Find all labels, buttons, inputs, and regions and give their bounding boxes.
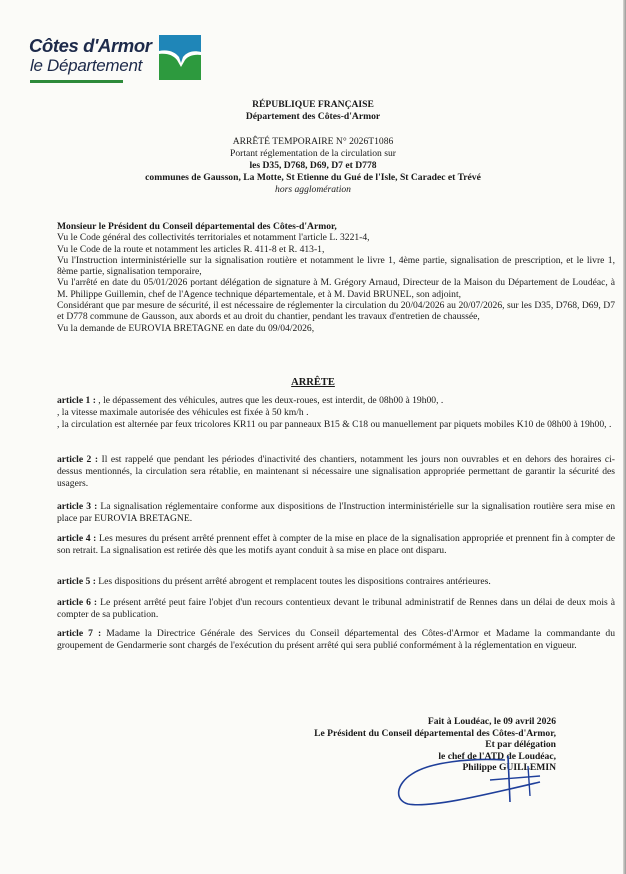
logo-underline [30, 80, 123, 83]
article-text: , la vitesse maximale autorisée des véhicules est fixée à 50 km/h . [57, 407, 309, 419]
article-text: Les mesures du présent arrêté prennent effet à compter de la mise en place de la signalisation appropriée et prennent fin à compter de son retrait. La signalisation est retirée dès que les motifs ayant conduit à sa mise en place ont disparu. [57, 533, 615, 557]
republic-heading: RÉPUBLIQUE FRANÇAISE [252, 99, 374, 110]
article-label: article 3 : [57, 501, 98, 512]
logo-line1: Côtes d'Armor [29, 35, 152, 56]
article-2 [57, 454, 615, 491]
signatory-role: le chef de l'ATD de Loudéac, [438, 750, 556, 762]
handwritten-signature-icon [390, 752, 550, 808]
preamble [57, 221, 615, 334]
department-heading: Département des Côtes-d'Armor [245, 111, 381, 122]
article-label: article 6 : [57, 597, 98, 608]
article-4 [57, 533, 615, 557]
article-6 [57, 597, 615, 621]
consideration: Vu le Code de la route et notamment les articles R. 411-8 et R. 413-1, [57, 243, 325, 255]
article-7 [57, 628, 615, 652]
signatory-title: Le Président du Conseil départemental des Côtes-d'Armor, [314, 727, 556, 739]
decree-roads: les D35, D768, D69, D7 et D778 [249, 160, 377, 171]
article-text: La signalisation réglementaire conforme aux dispositions de l'Instruction interministérielle sur la signalisation routière sera mise en place par EUROVIA BRETAGNE. [57, 501, 616, 525]
article-label: article 4 : [57, 533, 97, 544]
article-text: , le dépassement des véhicules, autres que les deux-roues, est interdit, de 08h00 à 19h00, . [95, 395, 444, 406]
article-label: article 5 : [57, 576, 96, 587]
article-text: , la circulation est alternée par feux tricolores KR11 ou par panneaux B15 & C18 ou manuellement par piquets mobiles K10 de 08h00 à 19h00, . [57, 419, 612, 431]
article-1 [57, 395, 615, 432]
consideration: Vu la demande de EUROVIA BRETAGNE en date du 09/04/2026, [57, 322, 315, 334]
article-5 [57, 576, 615, 588]
decree-subject: Portant réglementation de la circulation sur [230, 148, 396, 159]
decree-communes: communes de Gausson, La Motte, St Etienne du Gué de l'Isle, St Caradec et Trévé [145, 172, 481, 183]
article-text: Il est rappelé que pendant les périodes d'inactivité des chantiers, notamment les jours non ouvrables et en dehors des horaires ci-dessus mentionnés, la circulation sera rétablie, en maintenant si nécessaire une signalisation appropriée permettant de garantir la sécurité des usagers. [57, 454, 615, 490]
cotes-darmor-logo [29, 35, 179, 85]
article-label: article 7 : [57, 628, 102, 639]
signatory-name: Philippe GUILLEMIN [462, 762, 556, 774]
preamble-authority: Monsieur le Président du Conseil départemental des Côtes-d'Armor, [57, 221, 337, 232]
article-text: Madame la Directrice Générale des Services du Conseil départemental des Côtes-d'Armor et Madame la commandante du groupement de Gendarmerie sont chargés de l'exécution du présent arrêté qui sera publié conformément à la réglementation en vigueur. [57, 628, 615, 652]
article-text: Les dispositions du présent arrêté abrogent et remplacent toutes les dispositions contraires antérieures. [95, 576, 491, 587]
consideration: Vu le Code général des collectivités territoriales et notamment l'article L. 3221-4, [57, 232, 370, 244]
consideration: Vu l'Instruction interministérielle sur la signalisation routière et notamment le livre 1, 4ème partie, signalisation de prescription, et le livre 1, 8ème partie, signalisation temporaire, [57, 254, 615, 278]
consideration: Considérant que par mesure de sécurité, il est nécessaire de réglementer la circulation du 20/04/2026 au 20/07/2026, sur les D35, D768, D69, D7 et D778 commune de Gausson, aux abords et au droit du chantier, pendant les travaux d'entretien de chaussée, [57, 300, 615, 323]
delegation-line: Et par délégation [485, 739, 556, 751]
article-text: Le présent arrêté peut faire l'objet d'un recours contentieux devant le tribunal administratif de Rennes dans un délai de deux mois à compter de sa publication. [57, 597, 615, 621]
arrete-title: ARRÊTE [291, 377, 335, 388]
decree-zone: hors agglomération [275, 184, 351, 195]
article-label: article 1 : [57, 395, 96, 406]
consideration: Vu l'arrêté en date du 05/01/2026 portant délégation de signature à M. Grégory Arnaud, Directeur de la Maison du Département de Loudéac, à M. Philippe Guillemin, chef de l'Agence technique départementale, et à M. David BRUNEL, son adjoint, [57, 277, 615, 300]
article-3 [57, 501, 615, 525]
place-date: Fait à Loudéac, le 09 avril 2026 [427, 716, 556, 727]
article-label: article 2 : [57, 454, 99, 465]
logo-emblem-icon [159, 35, 201, 80]
decree-number: ARRÊTÉ TEMPORAIRE N° 2026T1086 [232, 136, 394, 147]
logo-line2: le Département [30, 56, 143, 75]
